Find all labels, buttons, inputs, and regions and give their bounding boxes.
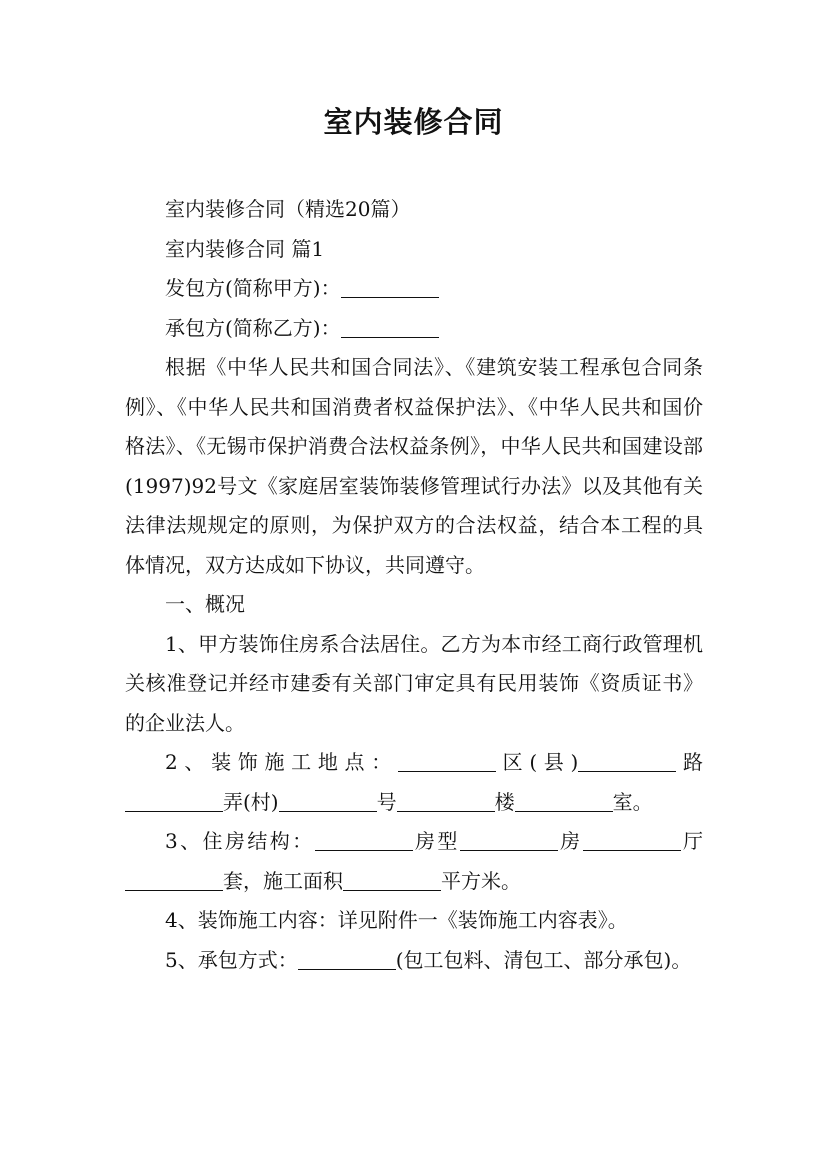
paragraph-subtitle xyxy=(125,190,703,230)
paragraph-text: 区(县) xyxy=(495,750,579,774)
paragraph-text: (包工包料、清包工、部分承包)。 xyxy=(395,947,692,972)
blank-line xyxy=(397,791,495,812)
blank-line xyxy=(398,751,496,772)
blank-line xyxy=(343,870,441,891)
paragraph-party-a xyxy=(125,269,703,309)
paragraph-overview-heading xyxy=(125,585,703,625)
paragraph-text: 一、概况 xyxy=(165,592,245,616)
paragraph-text: 4、装饰施工内容：详见附件一《装饰施工内容表》。 xyxy=(165,908,628,932)
paragraph-party-b xyxy=(125,309,703,349)
paragraph-text: 弄(村) xyxy=(223,789,279,814)
paragraph-clause-3 xyxy=(125,822,703,901)
blank-line xyxy=(578,751,676,772)
paragraph-text: 室内装修合同 篇1 xyxy=(165,236,325,261)
paragraph-text: 室内装修合同（精选20篇） xyxy=(165,197,411,221)
paragraph-text: 2、装饰施工地点： xyxy=(165,750,398,774)
paragraph-text: 1、甲方装饰住房系合法居住。乙方为本市经工商行政管理机关核准登记并经市建委有关部门审定具有民用装饰《资质证书》的企业法人。 xyxy=(125,631,703,735)
paragraph-preamble xyxy=(125,348,703,585)
paragraph-text: 号 xyxy=(376,789,397,814)
paragraph-text: 室。 xyxy=(612,789,653,814)
blank-line xyxy=(583,830,681,851)
blank-line xyxy=(279,791,377,812)
paragraph-text: 厅 xyxy=(680,829,703,853)
paragraph-section-heading xyxy=(125,230,703,270)
blank-line xyxy=(341,317,439,338)
paragraph-text: 根据《中华人民共和国合同法》、《建筑安装工程承包合同条例》、《中华人民共和国消费者权益保护法》、《中华人民共和国价格法》、《无锡市保护消费合法权益条例》，中华人民共和国建设部(1997)92号文《家庭居室装饰装修管理试行办法》以及其他有关法律法规规定的原则，为保护双方的合法权益，结合本工程的具体情况，双方达成如下协议，共同遵守。 xyxy=(125,355,703,577)
paragraph-text: 套，施工面积 xyxy=(223,868,343,893)
paragraph-clause-1 xyxy=(125,625,703,744)
paragraph-text: 平方米。 xyxy=(441,868,521,893)
paragraph-text: 3、住房结构： xyxy=(165,829,315,853)
paragraph-text: 发包方(简称甲方)： xyxy=(165,276,341,300)
blank-line xyxy=(460,830,558,851)
paragraph-clause-4 xyxy=(125,901,703,941)
paragraph-text: 房 xyxy=(557,829,583,853)
blank-line xyxy=(341,277,439,298)
paragraph-clause-5 xyxy=(125,941,703,981)
blank-line xyxy=(125,870,223,891)
document-body xyxy=(125,190,703,980)
paragraph-text: 承包方(简称乙方)： xyxy=(165,315,341,340)
paragraph-text: 楼 xyxy=(494,789,515,814)
paragraph-text: 路 xyxy=(676,750,704,774)
blank-line xyxy=(125,791,223,812)
paragraph-clause-2 xyxy=(125,743,703,822)
blank-line xyxy=(298,949,396,970)
blank-line xyxy=(515,791,613,812)
paragraph-text: 房型 xyxy=(412,829,460,853)
paragraph-text: 5、承包方式： xyxy=(165,947,298,972)
blank-line xyxy=(315,830,413,851)
document-title: 室内装修合同 xyxy=(323,105,504,139)
